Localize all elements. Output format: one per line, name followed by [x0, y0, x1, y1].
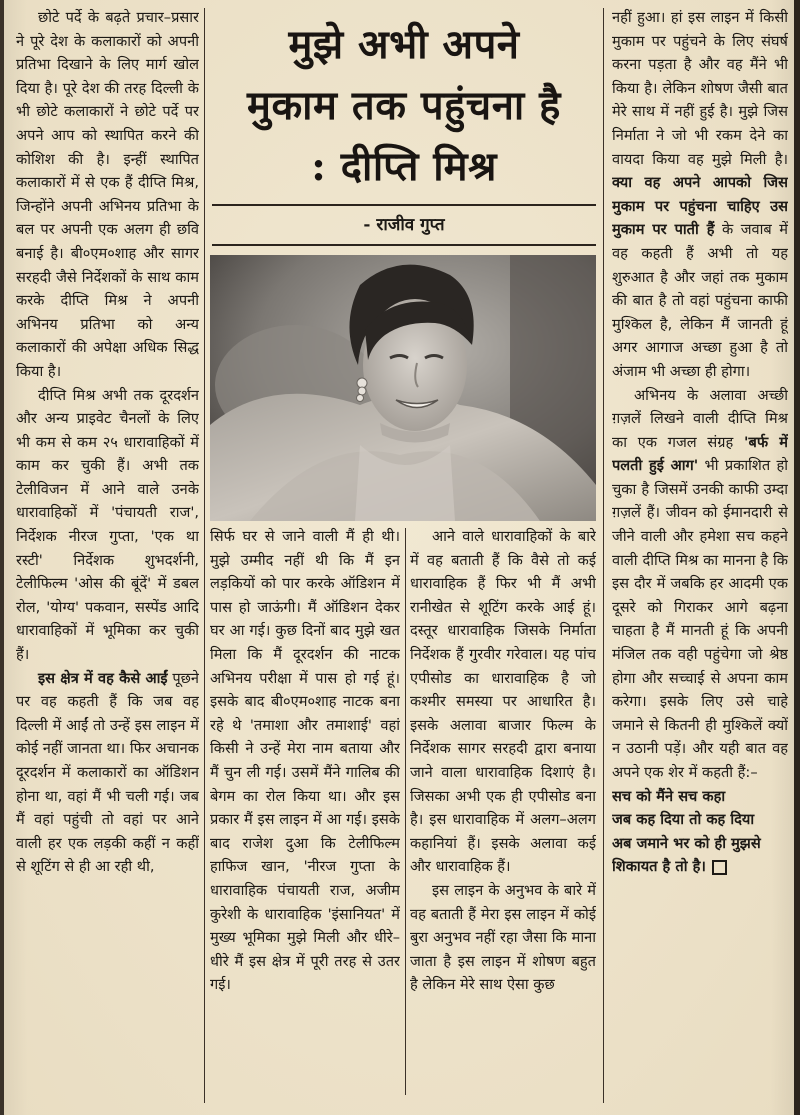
verse-line	[612, 855, 788, 879]
paragraph-struggle	[612, 6, 788, 384]
column-divider	[405, 528, 406, 1095]
article-column-1	[16, 6, 199, 1106]
answer-text: पूछने पर वह कहती हैं कि जब वह दिल्ली में आईं तो उन्हें इस लाइन में कोई नहीं जानता था। फिर अचानक दूरदर्शन में कलाकारों का ऑडिशन होना था, वहां मैं भी चली गई। जब मैं वहां पहुंची तो वहां पर आने वाली हर एक लड़की कहीं न कहीं से शूटिंग से ही आ रही थी,	[16, 669, 199, 876]
body-text: अभिनय के अलावा अच्छी ग़ज़लें लिखने वाली दीप्ति मिश्र का एक गजल संग्रह	[612, 386, 788, 451]
byline-rule	[212, 244, 596, 246]
question-text: क्या वह अपने आपको जिस मुकाम पर पहुंचना चाहिए उस मुकाम पर पाती हैं	[612, 174, 788, 239]
verse-line: अब जमाने भर को ही मुझसे	[612, 834, 761, 852]
headline-line: मुझे अभी अपने	[288, 21, 520, 68]
body-text: नहीं हुआ। हां इस लाइन में किसी मुकाम पर पहुंचने के लिए संघर्ष करना पड़ता है और वह मैंने भी किया है। लेकिन शोषण जैसी बात मेरे साथ में नहीं हुई है। मुझे जिस निर्माता ने जो भी रकम देने का वायदा किया वह मुझे मिली है।	[612, 9, 788, 168]
verse-line: जब कह दिया तो कह दिया	[612, 811, 755, 829]
end-mark-icon	[712, 860, 727, 875]
verse-text: शिकायत है तो है।	[612, 858, 706, 876]
article-column-2	[210, 525, 400, 1095]
paragraph-career: सिर्फ घर से जाने वाली मैं ही थी। मुझे उम्मीद नहीं थी कि मैं इन लड़कियों को पार करके ऑडिशन में पास हो जाऊंगी। मैं ऑडिशन देकर घर आ गई। कुछ दिनों बाद मुझे खत मिला कि मैं दूरदर्शन की नाटक अभिनय परीक्षा में पास हो गई हूं। इसके बाद बी०एम०शाह नाटक बना रहे थे 'तमाशा और तमाशाई' वहां किसी ने उन्हें मेरा नाम बताया और मैं चुन ली गई। उसमें मैंने गालिब की बेगम का रोल किया था। और इस प्रकार मैं इस लाइन में आ गई। इसके बाद राजेश दुआ कि टेलीफिल्म हाफिज खान, 'नीरज गुप्ता के धारावाहिक पंचायती राज, अजीम कुरेशी के धारावाहिक 'इंसानियत' में मुख्य भूमिका मुझे मिली और धीरे–धीरे मैं इस क्षेत्र में पूरी तरह से उतर गई।	[210, 528, 400, 994]
paragraph-intro: छोटे पर्दे के बढ़ते प्रचार–प्रसार ने पूरे देश के कलाकारों को अपनी प्रतिभा दिखाने के लिए मार्ग खोल दिया है। पूरे देश की तरह दिल्ली के भी छोटे कलाकारों ने छोटे पर्दे पर अपने आप को स्थापित करने की कोशिश की है। इन्हीं स्थापित कलाकारों में से एक हैं दीप्ति मिश्र, जिन्होंने अपनी अभिनय प्रतिभा के बल पर अपनी एक अलग ही छवि बनाई है। बी०एम०शाह और सागर सरहदी जैसे निर्देशकों के साथ काम करके दीप्ति मिश्र ने अपनी अभिनय प्रतिभा को अन्य कलाकारों की अपेक्षा अधिक सिद्ध किया है।	[16, 9, 199, 380]
headline-line: : दीप्ति मिश्र	[311, 143, 497, 190]
headline-line: मुकाम तक पहुंचना है	[247, 82, 561, 129]
paragraph-ghazal	[612, 384, 788, 785]
book-title: 'बर्फ में पलती हुई आग'	[612, 433, 788, 475]
body-text: के जवाब में वह कहती हैं अभी तो यह शुरुआत है और जहां तक मुकाम की बात है तो वहां पहुंचना काफी मुश्किल है, लेकिन मैं जानती हूं अगर आगाज अच्छा हुआ है तो अंजाम भी अच्छा ही होगा।	[612, 221, 788, 380]
byline: - राजीव गुप्त	[363, 215, 445, 235]
question-text: इस क्षेत्र में वह कैसे आईं	[38, 669, 168, 687]
verse-line: सच को मैंने सच कहा	[612, 787, 726, 805]
paragraph-experience: इस लाइन के अनुभव के बारे में वह बताती हैं मेरा इस लाइन में कोई बुरा अनुभव नहीं रहा जैसा कि माना जाता है इस लाइन में शोषण बहुत है लेकिन मेरे साथ ऐसा कुछ	[410, 881, 596, 994]
headline	[210, 14, 598, 197]
column-divider	[603, 8, 604, 1103]
article-column-3	[410, 525, 596, 1095]
portrait-photo	[210, 255, 596, 521]
body-text: भी प्रकाशित हो चुका है जिसमें उनकी काफी उम्दा ग़ज़लें हैं। जीवन को ईमानदारी से जीने वाली और हमेशा सच कहने वाली दीप्ति मिश्र का मानना है कि इस दौर में जबकि हर आदमी एक दूसरे को गिराकर आगे बढ़ना चाहता है मैं मानती हूं कि अपनी मंजिल तक वही पहुंचेगा जो श्रेष्ठ होगा और सच्चाई से अपना काम करेगा। इसके लिए उसे चाहे जमाने से कितनी ही मुश्किलें क्यों न उठानी पड़ें। और यही बात वह अपने एक शेर में कहती हैं:–	[612, 457, 788, 781]
article-column-4	[612, 6, 788, 1106]
portrait-illustration	[210, 255, 596, 521]
paragraph-entry	[16, 667, 199, 879]
column-divider	[204, 8, 205, 1103]
paragraph-serials: दीप्ति मिश्र अभी तक दूरदर्शन और अन्य प्राइवेट चैनलों के लिए भी कम से कम २५ धारावाहिकों में काम कर चुकी हैं। अभी तक टेलीविजन में आने वाले उनके धारावाहिकों में 'पंचायती राज', निर्देशक नीरज गुप्ता, 'एक था रस्टी' निर्देशक शुभदर्शनी, टेलीफिल्म 'ओस की बूंदें' में डबल रोल, 'योग्य' पकवान, सस्पेंड आदि धारावाहिकों में भूमिका कर चुकी हैं।	[16, 386, 199, 664]
headline-rule	[212, 204, 596, 206]
paragraph-upcoming: आने वाले धारावाहिकों के बारे में वह बताती हैं कि वैसे तो कई धारावाहिक हैं फिर भी मैं अभी रानीखेत से शूटिंग करके आई हूं। दस्तूर धारावाहिक जिसके निर्माता निर्देशक हैं गुरवीर गरेवाल। यह पांच एपीसोड का धारावाहिक है जो कश्मीर समस्या पर आधारित है। इसके अलावा बाजार फिल्म के निर्देशक सागर सरहदी द्वारा बनाया जाने वाला धारावाहिक दिशाएं है। जिसका अभी एक ही एपीसोड बना है। इस धारावाहिक में अलग–अलग कहानियां हैं। इसके अलावा कई और धारावाहिक हैं।	[410, 528, 596, 876]
